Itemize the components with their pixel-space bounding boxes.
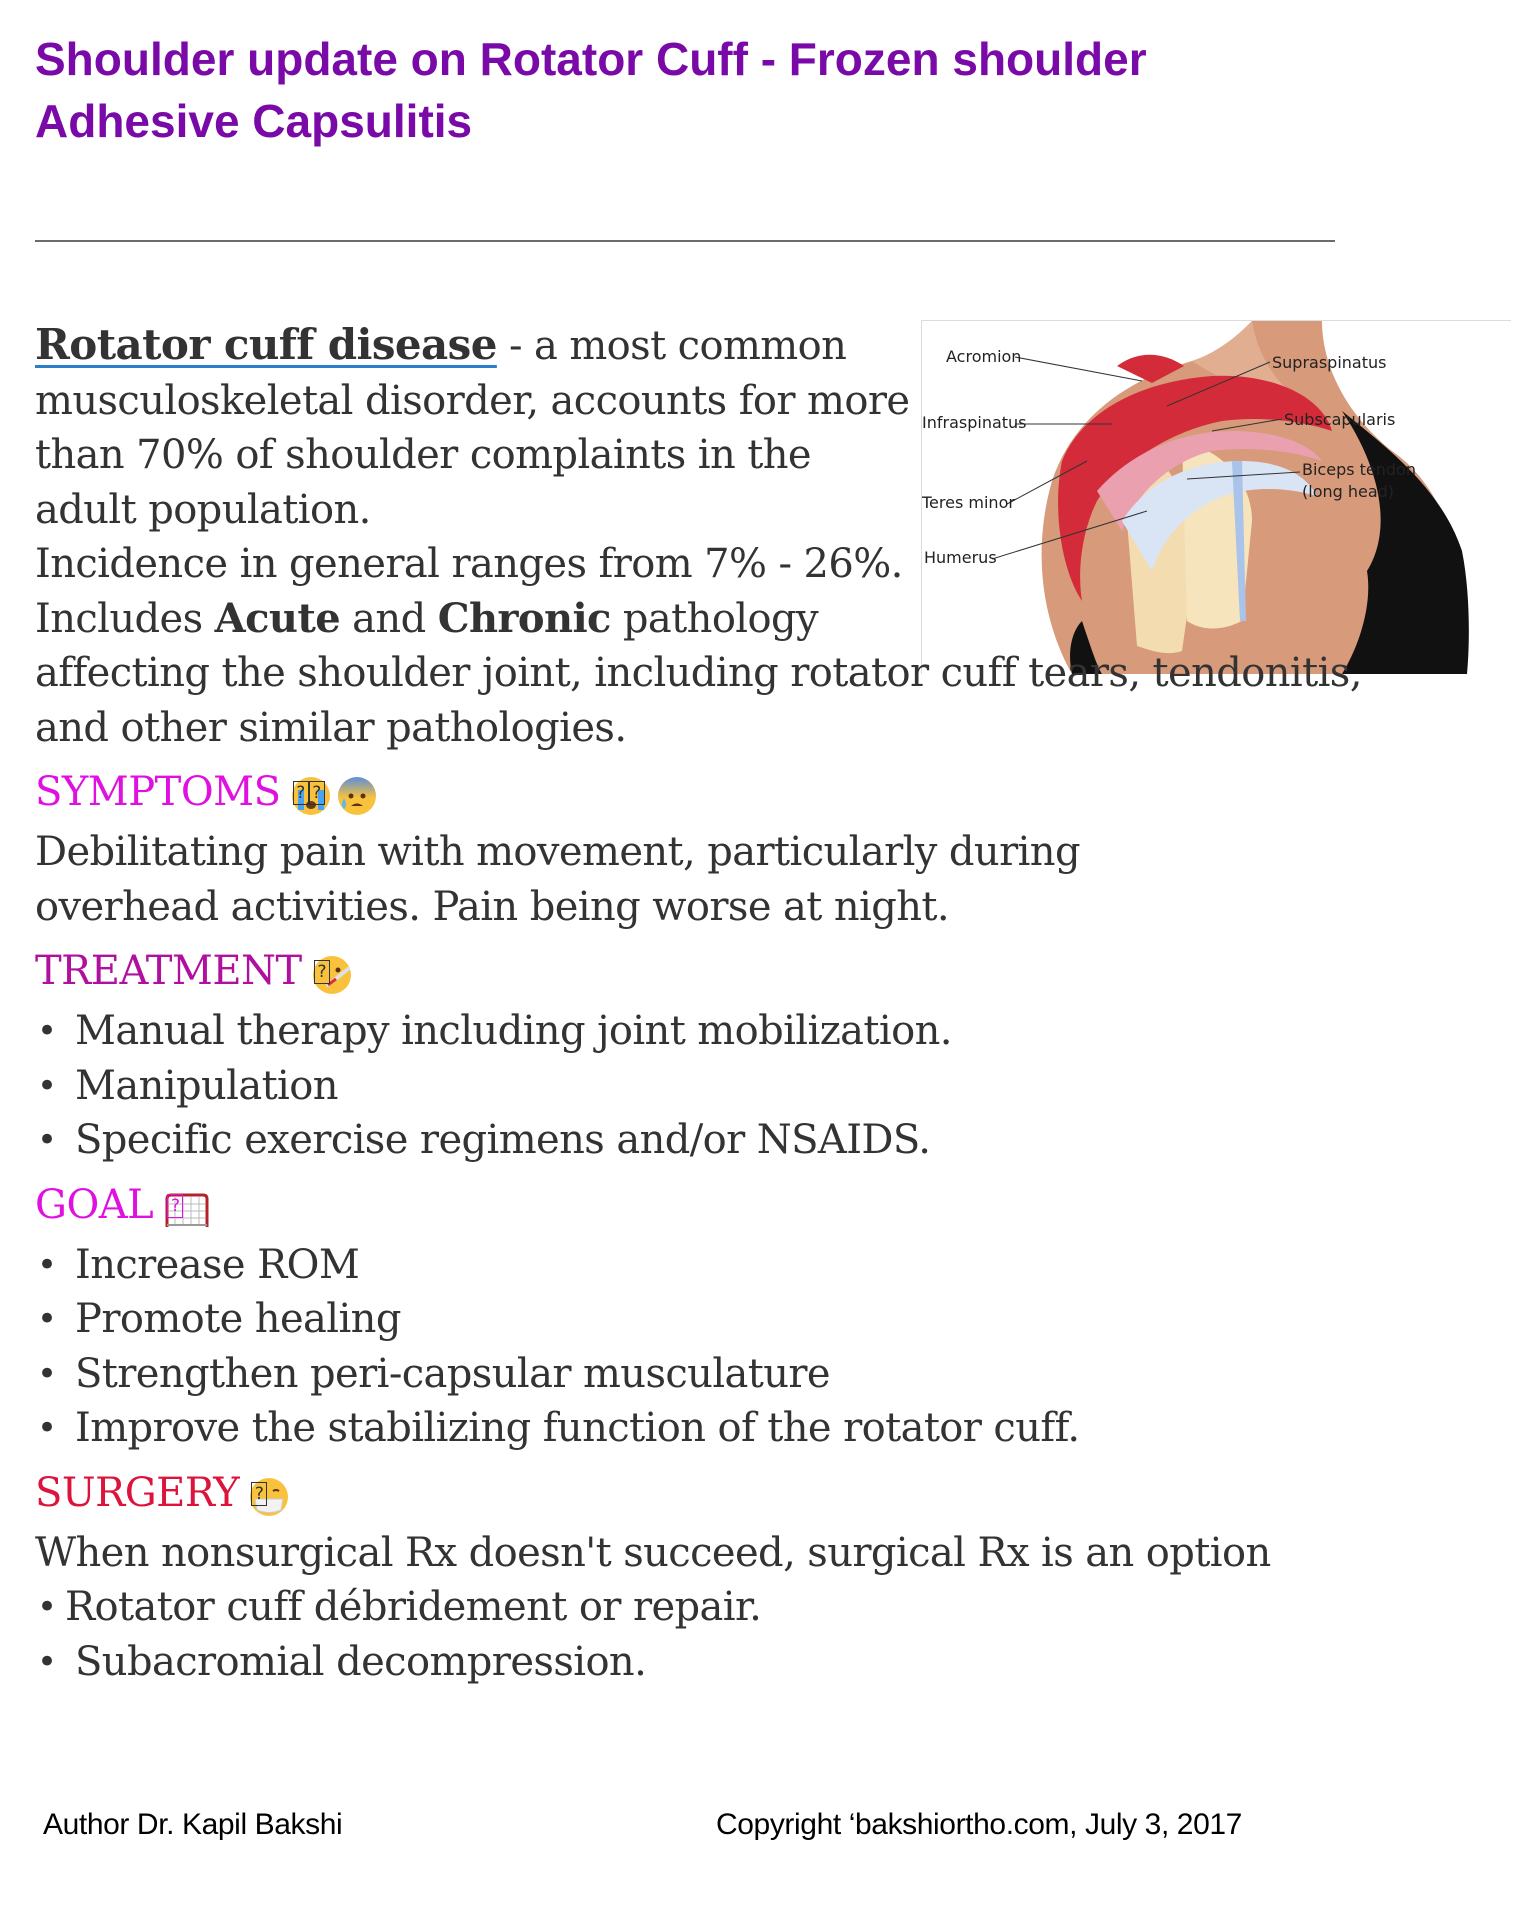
treatment-heading [35, 940, 1475, 1002]
bullet-icon: • [37, 1587, 57, 1627]
bullet-icon: • [37, 1244, 57, 1285]
symptoms-heading-label: SYMPTOMS [35, 769, 281, 815]
list-item-text: Manipulation [75, 1062, 338, 1109]
treatment-list [35, 1004, 1475, 1168]
goal-net-icon [163, 1185, 211, 1225]
goal-heading-label: GOAL [35, 1181, 154, 1228]
goal-list [35, 1238, 1475, 1456]
bullet-icon: • [37, 1353, 57, 1394]
label-acromion: Acromion [946, 347, 1022, 366]
acute-term: Acute [214, 594, 341, 642]
intro-paragraph [35, 318, 915, 646]
list-item [35, 1004, 1475, 1059]
missing-glyph-box: ? [167, 1194, 183, 1218]
missing-glyph-box: ? [293, 781, 309, 805]
incidence-text: Incidence in general ranges from 7% - 26%. [35, 541, 903, 587]
and-text: and [340, 595, 438, 642]
list-item-text: Rotator cuff débridement or repair. [65, 1584, 762, 1630]
crying-face-icon [291, 772, 331, 812]
label-biceps-long-head: (long head) [1302, 482, 1395, 501]
bullet-icon: • [37, 1011, 57, 1051]
includes-prefix: Includes [35, 595, 215, 642]
symptoms-heading [35, 761, 1475, 823]
list-item-text: Strengthen peri-capsular musculature [75, 1350, 831, 1397]
face-with-medical-mask-icon [249, 1473, 289, 1513]
label-biceps-tendon: Biceps tendon [1302, 460, 1416, 479]
bullet-icon: • [37, 1299, 57, 1339]
list-item [35, 1401, 1475, 1456]
footer [0, 1808, 1525, 1848]
list-item-text: Subacromial decompression. [75, 1638, 647, 1685]
missing-glyph-box: ? [309, 781, 325, 805]
list-item [35, 1347, 1475, 1402]
list-item-text: Specific exercise regimens and/or NSAIDS. [75, 1117, 931, 1163]
bullet-icon: • [37, 1065, 57, 1106]
label-infraspinatus: Infraspinatus [922, 413, 1027, 432]
article-body [35, 318, 1475, 1689]
horizontal-divider [35, 240, 1335, 242]
list-item [35, 1059, 1475, 1114]
label-humerus: Humerus [924, 548, 997, 567]
treatment-heading-label: TREATMENT [35, 948, 302, 994]
list-item-text: Increase ROM [75, 1241, 360, 1288]
label-supraspinatus: Supraspinatus [1272, 353, 1387, 372]
list-item-text: Promote healing [75, 1296, 401, 1342]
bullet-icon: • [37, 1641, 57, 1682]
list-item [35, 1292, 1475, 1347]
list-item [35, 1635, 1475, 1690]
chronic-term: Chronic [437, 594, 611, 642]
missing-glyph-box: ? [314, 960, 330, 984]
label-teres-minor: Teres minor [922, 493, 1015, 512]
lead-description: - a most common musculoskeletal disorder, accounts for more than 70% of shoulder complaints in the adult population. [35, 323, 910, 533]
list-item [35, 1113, 1475, 1168]
surgery-text: When nonsurgical Rx doesn't succeed, surgical Rx is an option [35, 1529, 1271, 1576]
surgery-heading [35, 1462, 1475, 1524]
list-item-text: Improve the stabilizing function of the rotator cuff. [75, 1405, 1080, 1451]
list-item-text: Manual therapy including joint mobilization. [75, 1008, 952, 1054]
goal-heading [35, 1174, 1475, 1236]
label-subscapularis: Subscapularis [1284, 410, 1396, 429]
missing-glyph-box: ? [251, 1482, 267, 1506]
list-item [35, 1580, 1475, 1635]
page-title [35, 28, 1435, 152]
anxious-face-with-sweat-icon [337, 772, 377, 812]
author-credit: Author Dr. Kapil Bakshi [43, 1808, 343, 1841]
includes-suffix: pathology [610, 595, 818, 642]
surgery-heading-label: SURGERY [35, 1469, 240, 1516]
face-with-thermometer-icon [312, 951, 352, 991]
surgery-list [35, 1580, 1475, 1689]
copyright-notice: Copyright ‘bakshiortho.com, July 3, 2017 [716, 1808, 1242, 1841]
title-line-1: Shoulder update on Rotator Cuff - Frozen shoulder [35, 33, 1147, 85]
lead-term: Rotator cuff disease [35, 320, 497, 369]
bullet-icon: • [37, 1120, 57, 1160]
symptoms-text: Debilitating pain with movement, particularly during overhead activities. Pain being worse at night. [35, 829, 1080, 930]
pathology-paragraph: affecting the shoulder joint, including rotator cuff tears, tendonitis, and other similar pathologies. [35, 650, 1362, 751]
title-line-2: Adhesive Capsulitis [35, 95, 473, 147]
bullet-icon: • [37, 1408, 57, 1448]
list-item [35, 1238, 1475, 1293]
